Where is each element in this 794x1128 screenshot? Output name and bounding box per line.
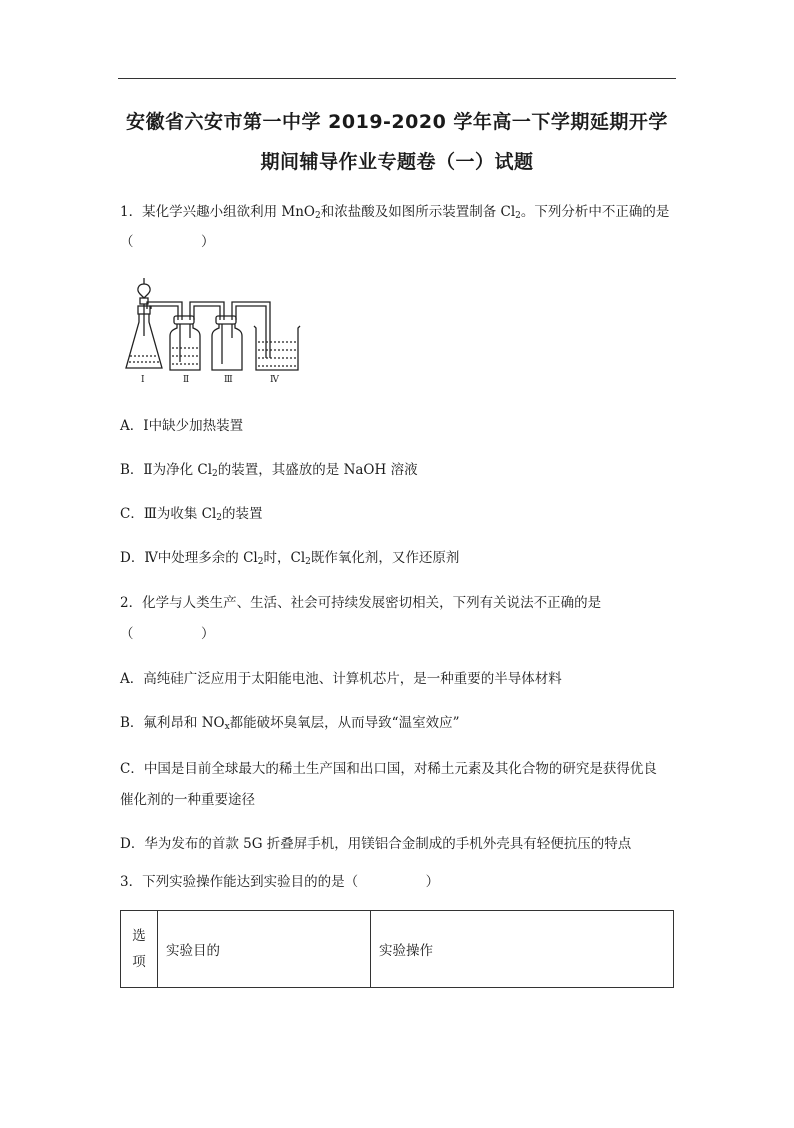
page-title-line1: 安徽省六安市第一中学 2019-2020 学年高一下学期延期开学 <box>126 111 668 133</box>
header-rule <box>118 78 676 79</box>
q1-option-d: D．Ⅳ中处理多余的 $Cl_2$时，$Cl_2$既作氧化剂，又作还原剂 <box>120 550 460 567</box>
q2-option-c-line1: C．中国是目前全球最大的稀土生产国和出口国，对稀土元素及其化合物的研究是获得优良 <box>120 761 657 777</box>
table-header-purpose: 实验目的 <box>158 911 371 988</box>
page-cutoff <box>110 988 690 1128</box>
q1-option-b: B．Ⅱ为净化 $Cl_2$的装置，其盛放的是 NaOH 溶液 <box>120 462 418 479</box>
q1-option-c: C．Ⅲ为收集 $Cl_2$的装置 <box>120 506 263 523</box>
q1-stem: 1．某化学兴趣小组欲利用 MnO$_2$和浓盐酸及如图所示装置制备 $Cl_2$。下列分析中不正确的是 <box>120 204 670 221</box>
figure-label-3: Ⅲ <box>224 375 233 385</box>
figure-label-2: Ⅱ <box>183 375 190 385</box>
apparatus-figure <box>120 276 306 386</box>
q2-answer-paren: （ ） <box>120 626 215 642</box>
q3-stem: 3．下列实验操作能达到实验目的的是（ ） <box>120 874 440 890</box>
q3-table <box>120 910 674 988</box>
figure-label-1: Ⅰ <box>141 375 145 385</box>
q2-option-a: A．高纯硅广泛应用于太阳能电池、计算机芯片，是一种重要的半导体材料 <box>120 671 562 687</box>
q2-option-d: D．华为发布的首款 5G 折叠屏手机，用镁铝合金制成的手机外壳具有轻便抗压的特点 <box>120 836 632 852</box>
table-row <box>121 911 674 988</box>
table-header-operation: 实验操作 <box>371 911 674 988</box>
q2-option-b: B．氟利昂和 $NO_x$都能破坏臭氧层，从而导致“温室效应” <box>120 715 460 732</box>
page-title-line2: 期间辅导作业专题卷（一）试题 <box>260 151 534 173</box>
q1-option-a: A．Ⅰ中缺少加热装置 <box>120 418 244 434</box>
q1-answer-paren: （ ） <box>120 234 215 250</box>
q2-option-c-line2: 催化剂的一种重要途径 <box>120 792 255 808</box>
q2-stem: 2．化学与人类生产、生活、社会可持续发展密切相关，下列有关说法不正确的是 <box>120 595 602 611</box>
figure-label-4: Ⅳ <box>270 375 279 385</box>
table-header-option: 选项 <box>121 911 158 988</box>
